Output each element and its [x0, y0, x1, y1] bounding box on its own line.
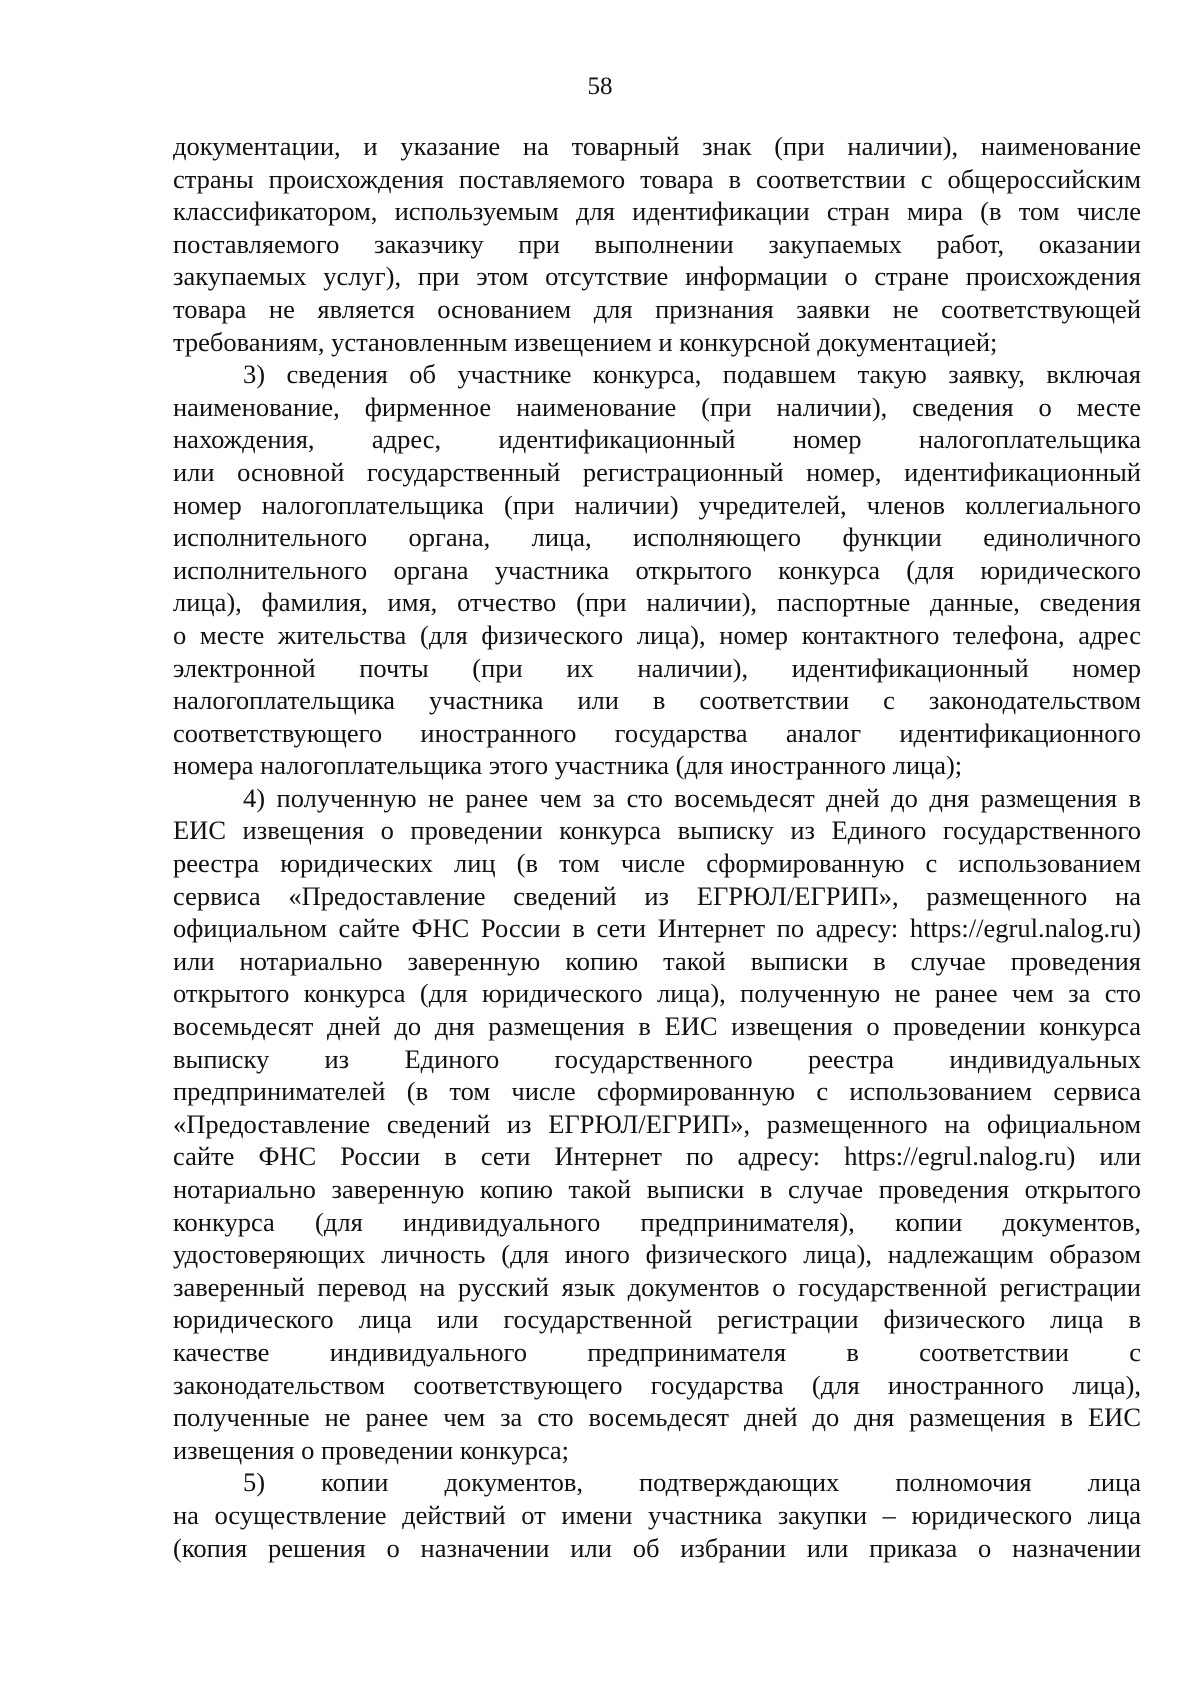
text-line: или нотариально заверенную копию такой выписки в случае проведения — [173, 945, 1141, 976]
text-line: налогоплательщика участника или в соответствии с законодательством — [173, 685, 1141, 716]
text-line: официальном сайте ФНС России в сети Интернет по адресу: https://egrul.nalog.ru) — [173, 913, 1141, 944]
text-line: соответствующего иностранного государства аналог идентификационного — [173, 717, 1141, 748]
text-line: (копия решения о назначении или об избрании или приказа о назначении — [173, 1532, 1141, 1563]
text-line: ЕИС извещения о проведении конкурса выписку из Единого государственного — [173, 815, 1141, 846]
text-line: нотариально заверенную копию такой выписки в случае проведения открытого — [173, 1174, 1141, 1204]
paragraph — [173, 358, 1141, 782]
text-line: открытого конкурса (для юридического лица), полученную не ранее чем за сто — [173, 978, 1141, 1009]
text-line: о месте жительства (для физического лица), номер контактного телефона, адрес — [173, 619, 1141, 650]
text-line: выписку из Единого государственного реестра индивидуальных — [173, 1043, 1141, 1074]
text-line: сервиса «Предоставление сведений из ЕГРЮЛ/ЕГРИП», размещенного на — [173, 880, 1141, 911]
text-line: поставляемого заказчику при выполнении закупаемых работ, оказании — [173, 228, 1141, 259]
text-line: нахождения, адрес, идентификационный номер налогоплательщика — [173, 424, 1141, 455]
text-line: лица), фамилия, имя, отчество (при наличии), паспортные данные, сведения — [173, 587, 1141, 618]
text-line: заверенный перевод на русский язык документов о государственной регистрации — [173, 1271, 1141, 1302]
document-body — [173, 130, 1141, 1564]
text-line: восемьдесят дней до дня размещения в ЕИС извещения о проведении конкурса — [173, 1011, 1141, 1042]
text-line: электронной почты (при их наличии), идентификационный номер — [173, 652, 1141, 683]
text-line: классификатором, используемым для идентификации стран мира (в том числе — [173, 196, 1141, 227]
text-line: законодательством соответствующего государства (для иностранного лица), — [173, 1369, 1141, 1400]
page-number: 58 — [587, 73, 613, 100]
text-line: номера налогоплательщика этого участника (для иностранного лица); — [173, 750, 963, 781]
text-line: извещения о проведении конкурса; — [173, 1434, 570, 1465]
text-line: качестве индивидуального предпринимателя в соответствии с — [173, 1336, 1141, 1367]
text-line: номер налогоплательщика (при наличии) учредителей, членов коллегиального — [173, 489, 1141, 520]
text-line: удостоверяющих личность (для иного физического лица), надлежащим образом — [173, 1239, 1141, 1270]
text-line: конкурса (для индивидуального предпринимателя), копии документов, — [173, 1206, 1141, 1237]
text-line: юридического лица или государственной регистрации физического лица в — [173, 1304, 1141, 1335]
text-line: сайте ФНС России в сети Интернет по адресу: https://egrul.nalog.ru) или — [173, 1141, 1141, 1172]
paragraph — [173, 1466, 1141, 1564]
text-line: требованиям, установленным извещением и конкурсной документацией; — [173, 326, 998, 357]
paragraph — [173, 130, 1141, 358]
text-line: закупаемых услуг), при этом отсутствие информации о стране происхождения — [173, 261, 1141, 292]
text-line: или основной государственный регистрационный номер, идентификационный — [173, 456, 1141, 487]
text-line: реестра юридических лиц (в том числе сформированную с использованием — [173, 848, 1141, 879]
text-line: страны происхождения поставляемого товара в соответствии с общероссийским — [173, 163, 1141, 194]
text-line: товара не является основанием для признания заявки не соответствующей — [173, 293, 1141, 324]
text-line: документации, и указание на товарный знак (при наличии), наименование — [173, 131, 1141, 161]
paragraph — [173, 782, 1141, 1466]
text-line: 4) полученную не ранее чем за сто восемьдесят дней до дня размещения в — [243, 782, 1141, 813]
text-line: предпринимателей (в том числе сформированную с использованием сервиса — [173, 1076, 1141, 1107]
text-line: на осуществление действий от имени участника закупки – юридического лица — [173, 1499, 1141, 1530]
text-line: «Предоставление сведений из ЕГРЮЛ/ЕГРИП», размещенного на официальном — [173, 1108, 1141, 1139]
text-line: наименование, фирменное наименование (при наличии), сведения о месте — [173, 391, 1141, 422]
text-line: полученные не ранее чем за сто восемьдесят дней до дня размещения в ЕИС — [173, 1402, 1141, 1433]
text-line: 5) копии документов, подтверждающих полномочия лица — [243, 1467, 1141, 1498]
text-line: исполнительного органа участника открытого конкурса (для юридического — [173, 554, 1141, 585]
text-line: 3) сведения об участнике конкурса, подавшем такую заявку, включая — [243, 359, 1141, 390]
text-line: исполнительного органа, лица, исполняющего функции единоличного — [173, 522, 1141, 553]
